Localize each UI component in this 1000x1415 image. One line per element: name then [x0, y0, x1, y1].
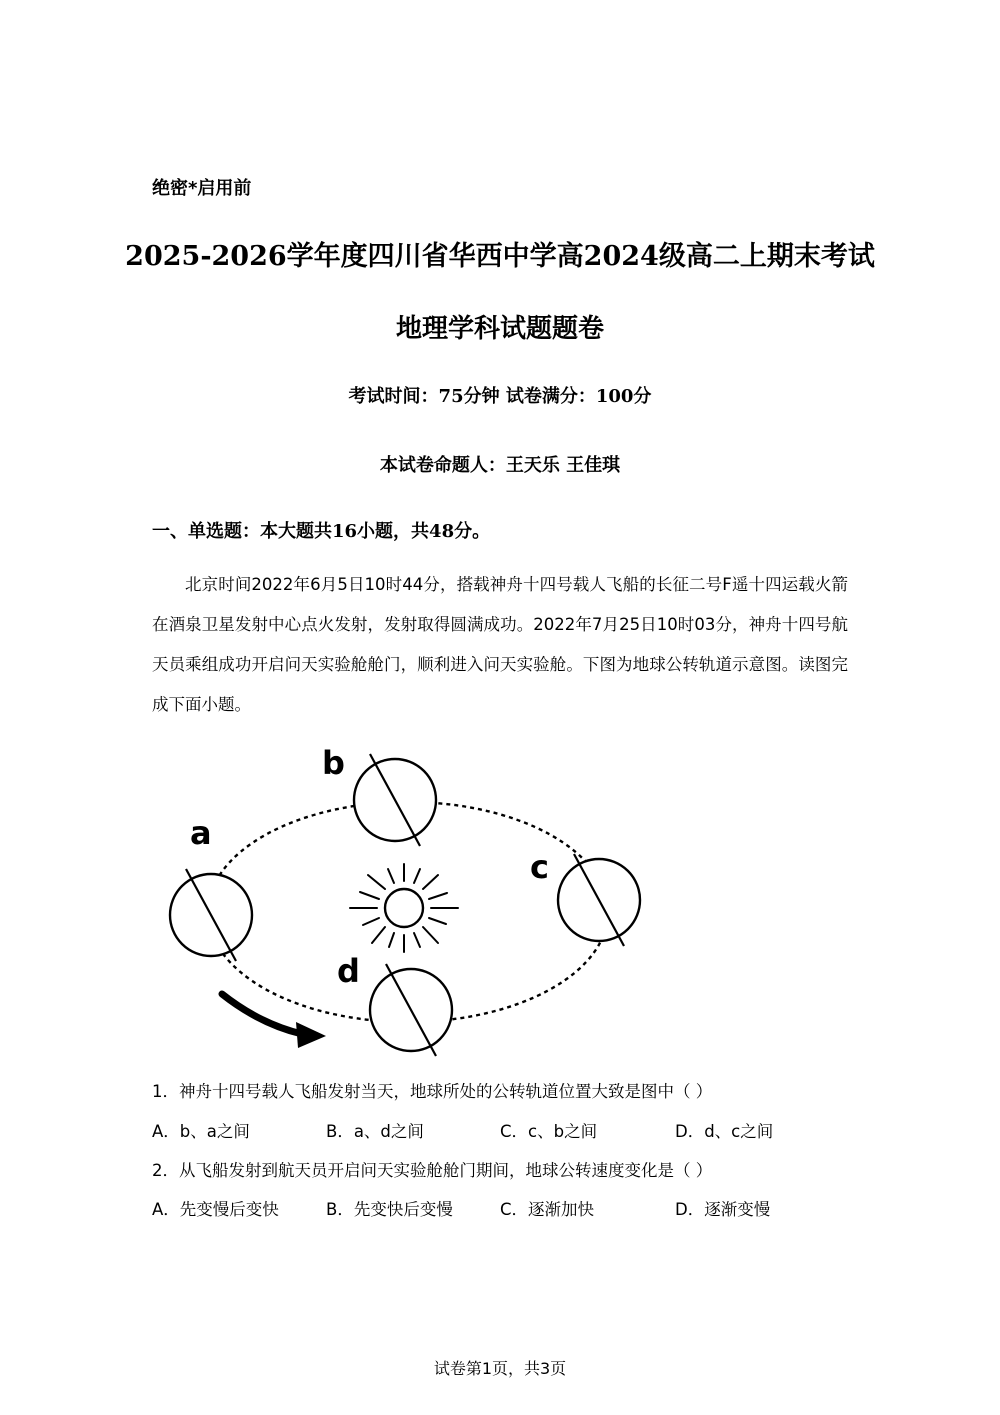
question-2-option-b[interactable]: B．先变快后变慢 — [326, 1200, 453, 1219]
question-2-option-a[interactable]: A．先变慢后变快 — [152, 1200, 279, 1219]
earth-orbit-diagram — [150, 738, 660, 1060]
label-c: c — [530, 848, 549, 886]
confidential-label: 绝密*启用前 — [152, 178, 252, 199]
earth-position-c — [558, 854, 640, 946]
exam-info: 考试时间：75分钟 试卷满分：100分 — [348, 386, 652, 407]
page-footer: 试卷第1页，共3页 — [433, 1359, 567, 1378]
reading-passage: 北京时间2022年6月5日10时44分，搭载神舟十四号载人飞船的长征二号F遥十四运载火箭在酒泉卫星发射中心点火发射，发射取得圆满成功。2022年7月25日10时03分，神舟十四号航天员乘组成功开启问天实验舱舱门，顺利进入问天实验舱。下图为地球公转轨道示意图。读图完成下面小题。 — [152, 575, 848, 714]
question-1-option-d[interactable]: D．d、c之间 — [675, 1122, 774, 1141]
question-1-stem: 1．神舟十四号载人飞船发射当天，地球所处的公转轨道位置大致是图中（ ） — [152, 1082, 713, 1101]
label-b: b — [322, 744, 345, 782]
exam-authors: 本试卷命题人：王天乐 王佳琪 — [379, 455, 621, 476]
sun-icon — [350, 864, 458, 952]
label-d: d — [337, 952, 360, 990]
question-1-option-c[interactable]: C．c、b之间 — [500, 1122, 598, 1141]
exam-title: 2025-2026学年度四川省华西中学高2024级高二上期末考试 — [125, 241, 875, 272]
question-2-stem: 2．从飞船发射到航天员开启问天实验舱舱门期间，地球公转速度变化是（ ） — [152, 1161, 713, 1180]
section-heading: 一、单选题：本大题共16小题，共48分。 — [152, 521, 491, 542]
question-2-option-d[interactable]: D．逐渐变慢 — [675, 1200, 771, 1219]
earth-position-b — [354, 754, 436, 846]
label-a: a — [190, 814, 212, 852]
exam-subtitle: 地理学科试题题卷 — [395, 314, 604, 344]
direction-arrow-icon — [222, 994, 326, 1048]
question-1-option-b[interactable]: B．a、d之间 — [326, 1122, 424, 1141]
earth-position-a — [170, 869, 252, 961]
question-2-option-c[interactable]: C．逐渐加快 — [500, 1200, 595, 1219]
earth-position-d — [370, 964, 452, 1056]
question-1-option-a[interactable]: A．b、a之间 — [152, 1122, 250, 1141]
